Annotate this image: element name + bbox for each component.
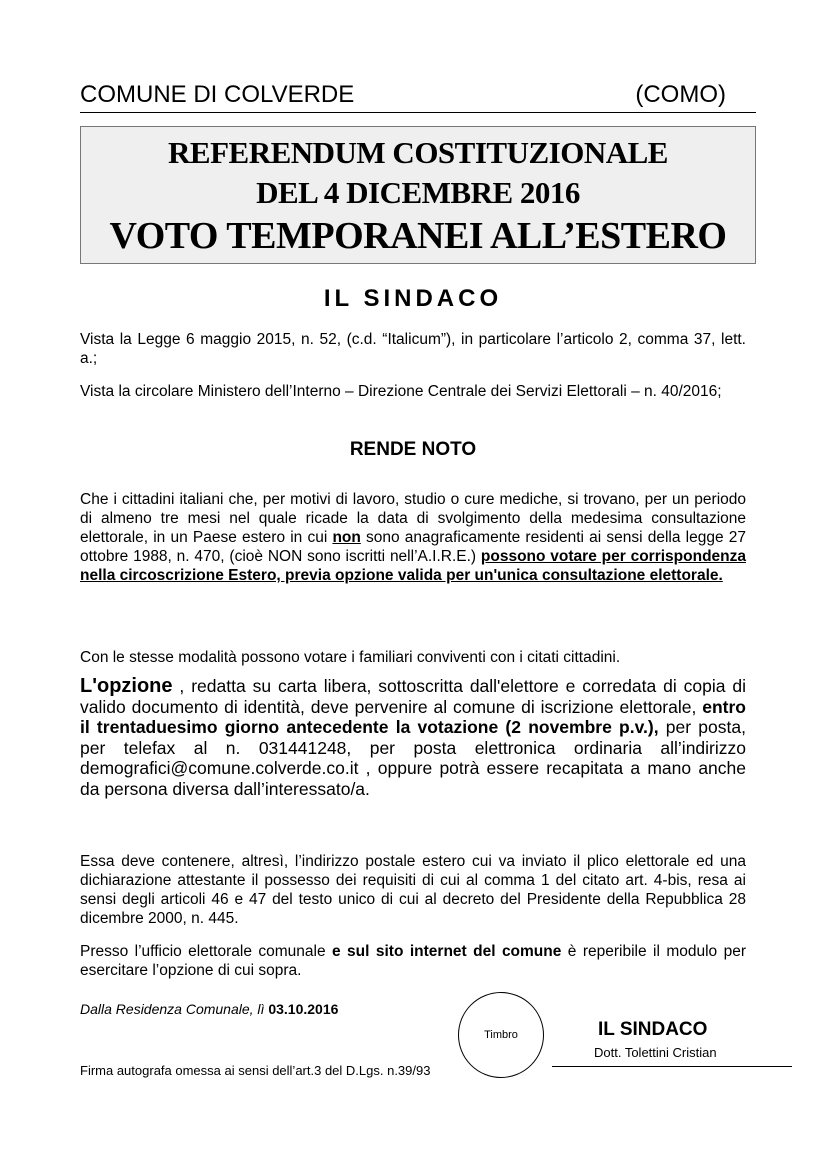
office-bold: e sul sito internet del comune — [332, 943, 562, 960]
premise-circular: Vista la circolare Ministero dell’Interno – Direzione Centrale dei Servizi Elettorali – n. 40/2016; — [80, 383, 722, 400]
title-box — [80, 126, 756, 264]
notice-text-b: sono anagraficamente residenti ai sensi della legge 27 ottobre 1988, n. 470, (cioè NON sono iscritti nell’A.I.R.E.) — [80, 529, 746, 565]
place-date — [80, 1000, 338, 1018]
contents-paragraph: Essa deve contenere, altresì, l’indirizzo postale estero cui va inviato il plico elettorale ed una dichiarazione attestante il possesso dei requisiti di cui al comma 1 del citato art. 4-bis, resa ai sensi degli articoli 46 e 47 del testo unico di cui al decreto del Presidente della Repubblica 28 dicembre 2000, n. 445. — [80, 853, 746, 927]
notice-non: non — [332, 529, 361, 546]
premise-law: Vista la Legge 6 maggio 2015, n. 52, (c.d. “Italicum”), in particolare l’articolo 2, comma 37, lett. a.; — [80, 331, 746, 367]
autograph-note: Firma autografa omessa ai sensi dell’art.3 del D.Lgs. n.39/93 — [80, 1063, 431, 1078]
office-text-b: è reperibile il modulo per esercitare l’opzione di cui sopra. — [80, 943, 746, 979]
notice-paragraph — [80, 490, 746, 585]
option-text-b: per posta, per telefax al n. 031441248, per posta elettronica ordinaria all’indirizzo demografici@comune.colverde.co.it , oppure potrà essere recapitata a mano anche da persona diversa dall’interessato/a. — [80, 717, 746, 799]
notice-text-a: Che i cittadini italiani che, per motivi di lavoro, studio o cure mediche, si trovano, per un periodo di almeno tre mesi nel quale ricade la data di svolgimento della medesima consultazione elettorale, in un Paese estero in cui — [80, 491, 746, 546]
signature-line — [552, 1066, 792, 1067]
option-text-a: , redatta su carta libera, sottoscritta dall'elettore e corredata di copia di valido documento di identità, deve pervenire al comune di iscrizione elettorale, — [80, 676, 746, 717]
title-line-1: REFERENDUM COSTITUZIONALE — [168, 135, 668, 170]
stamp-circle — [458, 992, 544, 1078]
signature-name: Dott. Tolettini Cristian — [594, 1045, 717, 1060]
municipality-name: COMUNE DI COLVERDE — [80, 81, 355, 108]
option-deadline: entro il trentaduesimo giorno antecedente la votazione (2 novembre p.v.), — [80, 696, 746, 737]
option-paragraph — [80, 676, 746, 799]
title-line-3: VOTO TEMPORANEI ALL’ESTERO — [109, 215, 727, 257]
notice-underlined: possono votare per corrispondenza nella circoscrizione Estero, previa opzione valida per un'unica consultazione elettorale. — [80, 548, 746, 584]
rende-noto-heading: RENDE NOTO — [349, 439, 477, 460]
office-paragraph — [80, 942, 746, 980]
document-date: 03.10.2016 — [268, 1001, 339, 1017]
mayor-heading: IL SINDACO — [323, 285, 503, 312]
office-text-a: Presso l’ufficio elettorale comunale — [80, 943, 333, 960]
place-date-label: Dalla Residenza Comunale, lì — [80, 1001, 269, 1017]
municipality-header — [80, 78, 756, 113]
family-paragraph: Con le stesse modalità possono votare i familiari conviventi con i citati cittadini. — [80, 649, 621, 666]
stamp-label: Timbro — [484, 1029, 518, 1041]
option-lead: L'opzione — [80, 675, 173, 697]
title-line-2: DEL 4 DICEMBRE 2016 — [256, 175, 580, 210]
province-name: (COMO) — [635, 81, 726, 108]
signature-title: IL SINDACO — [598, 1019, 708, 1040]
